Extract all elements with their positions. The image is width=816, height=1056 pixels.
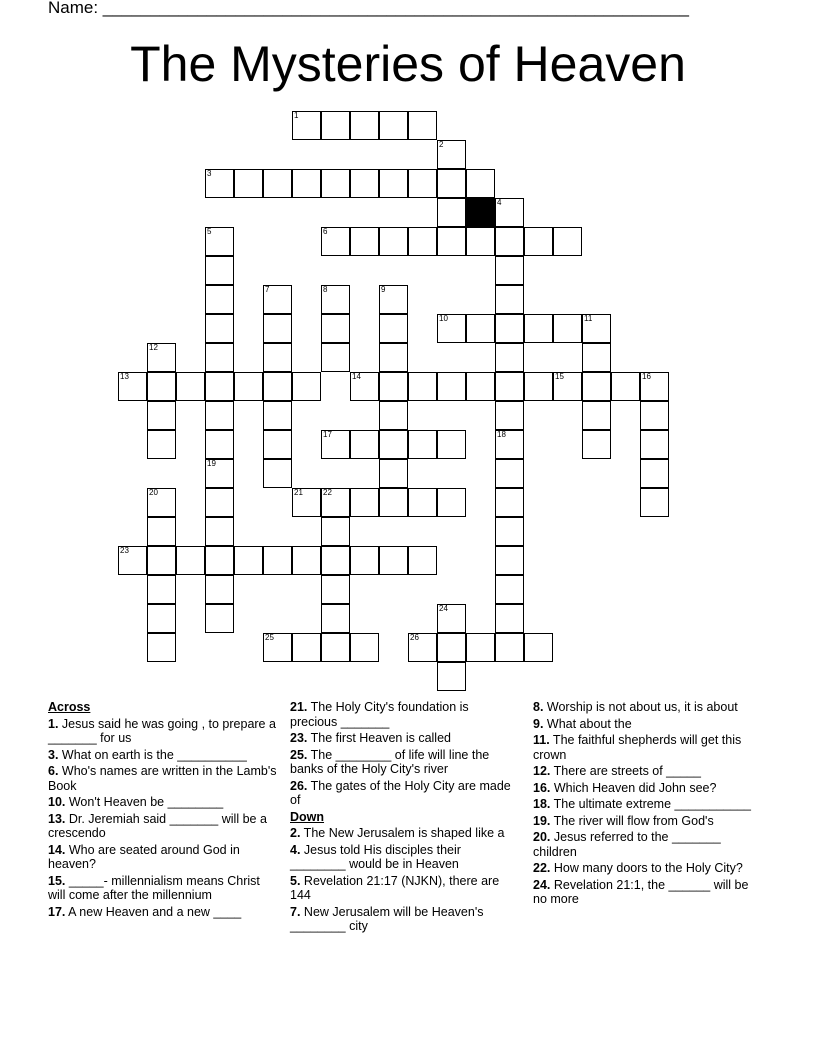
grid-cell[interactable]	[495, 314, 524, 343]
clue-text: The ________ of life will line the banks of the Holy City's river	[290, 747, 490, 776]
grid-cell[interactable]	[147, 633, 176, 662]
grid-cell[interactable]	[234, 546, 263, 575]
grid-cell-number: 15	[555, 372, 564, 381]
grid-cell[interactable]	[379, 314, 408, 343]
clue-text: The Holy City's foundation is precious _______	[290, 700, 469, 729]
grid-cell[interactable]	[263, 459, 292, 488]
grid-cell-number: 12	[149, 343, 158, 352]
grid-cell[interactable]	[350, 227, 379, 256]
grid-cell[interactable]	[495, 401, 524, 430]
clue-text: The river will flow from God's	[550, 813, 714, 828]
clue-item	[48, 795, 280, 810]
clue-number: 1.	[48, 716, 59, 731]
grid-cell[interactable]	[321, 111, 350, 140]
grid-cell[interactable]	[205, 343, 234, 372]
grid-cell[interactable]	[495, 430, 524, 459]
clue-number: 5.	[290, 873, 301, 888]
grid-cell[interactable]	[437, 169, 466, 198]
grid-cell[interactable]	[466, 227, 495, 256]
clue-item	[48, 874, 280, 903]
grid-cell[interactable]	[437, 488, 466, 517]
grid-cell[interactable]	[408, 169, 437, 198]
clue-number: 12.	[533, 764, 551, 778]
clue-number: 21.	[290, 700, 308, 714]
grid-cell-number: 16	[642, 372, 651, 381]
clue-text: What about the	[543, 716, 632, 731]
grid-cell[interactable]	[176, 546, 205, 575]
clue-number: 18.	[533, 797, 551, 811]
grid-cell[interactable]	[350, 430, 379, 459]
grid-cell[interactable]	[263, 372, 292, 401]
clue-item	[290, 700, 512, 729]
grid-cell[interactable]	[437, 314, 466, 343]
grid-cell[interactable]	[263, 314, 292, 343]
grid-cell[interactable]	[379, 169, 408, 198]
grid-cell[interactable]	[379, 546, 408, 575]
clues-column-3	[533, 700, 763, 909]
grid-cell[interactable]	[495, 517, 524, 546]
grid-cell[interactable]	[379, 430, 408, 459]
grid-cell[interactable]	[524, 314, 553, 343]
grid-cell-number: 5	[207, 227, 212, 236]
grid-cell[interactable]	[408, 372, 437, 401]
grid-cell[interactable]	[640, 488, 669, 517]
grid-cell[interactable]	[437, 662, 466, 691]
grid-cell[interactable]	[350, 488, 379, 517]
clue-text: What on earth is the __________	[58, 747, 247, 762]
grid-cell[interactable]	[640, 401, 669, 430]
grid-cell[interactable]	[205, 488, 234, 517]
grid-cell[interactable]	[292, 488, 321, 517]
grid-cell[interactable]	[205, 517, 234, 546]
grid-cell[interactable]	[118, 546, 147, 575]
clue-item	[533, 830, 763, 859]
clue-text: Jesus referred to the _______ children	[533, 830, 721, 859]
clue-number: 16.	[533, 780, 551, 795]
grid-cell[interactable]	[582, 343, 611, 372]
grid-cell[interactable]	[350, 372, 379, 401]
grid-cell[interactable]	[524, 227, 553, 256]
grid-cell[interactable]	[205, 372, 234, 401]
grid-cell[interactable]	[495, 575, 524, 604]
grid-cell[interactable]	[379, 401, 408, 430]
grid-cell[interactable]	[350, 111, 379, 140]
clues-column-2	[290, 700, 512, 936]
grid-cell[interactable]	[553, 227, 582, 256]
clue-item	[290, 874, 512, 903]
grid-cell-number: 18	[497, 430, 506, 439]
grid-cell-number: 2	[439, 140, 444, 149]
grid-cell[interactable]	[321, 227, 350, 256]
clue-text: Revelation 21:1, the ______ will be no more	[533, 877, 749, 906]
clue-number: 20.	[533, 830, 551, 844]
grid-cell[interactable]	[350, 546, 379, 575]
clue-item	[290, 748, 512, 777]
grid-cell[interactable]	[292, 633, 321, 662]
grid-cell[interactable]	[147, 575, 176, 604]
grid-cell[interactable]	[495, 227, 524, 256]
grid-cell[interactable]	[495, 285, 524, 314]
clue-number: 8.	[533, 700, 544, 714]
grid-cell[interactable]	[466, 314, 495, 343]
clue-item	[533, 781, 763, 796]
grid-cell[interactable]	[437, 604, 466, 633]
clue-text: Dr. Jeremiah said _______ will be a crescendo	[48, 811, 267, 840]
clue-item	[533, 717, 763, 732]
clue-number: 14.	[48, 842, 66, 857]
grid-cell[interactable]	[292, 546, 321, 575]
grid-cell[interactable]	[379, 111, 408, 140]
grid-cell[interactable]	[321, 575, 350, 604]
page-title: The Mysteries of Heaven	[130, 36, 686, 92]
grid-cell[interactable]	[379, 372, 408, 401]
down-heading: Down	[290, 809, 325, 824]
grid-cell[interactable]	[437, 633, 466, 662]
grid-cell[interactable]	[263, 401, 292, 430]
clue-number: 3.	[48, 747, 59, 762]
grid-cell[interactable]	[118, 372, 147, 401]
clue-number: 11.	[533, 733, 550, 747]
grid-cell[interactable]	[147, 372, 176, 401]
grid-cell[interactable]	[524, 633, 553, 662]
grid-cell[interactable]	[640, 372, 669, 401]
clue-item	[48, 748, 280, 763]
clue-number: 4.	[290, 842, 301, 857]
grid-cell[interactable]	[263, 633, 292, 662]
grid-cell[interactable]	[205, 604, 234, 633]
clue-number: 23.	[290, 731, 308, 745]
grid-cell[interactable]	[379, 227, 408, 256]
grid-cell-number: 13	[120, 372, 129, 381]
grid-cell[interactable]	[553, 314, 582, 343]
grid-cell[interactable]	[205, 546, 234, 575]
clue-text: The gates of the Holy City are made of	[290, 778, 511, 807]
clue-number: 26.	[290, 778, 308, 793]
grid-cell[interactable]	[437, 430, 466, 459]
grid-cell[interactable]	[147, 517, 176, 546]
clue-item	[290, 731, 512, 746]
grid-cell[interactable]	[176, 372, 205, 401]
grid-cell[interactable]	[408, 488, 437, 517]
name-field-label: Name: ______________________________________________________________	[48, 0, 689, 17]
grid-cell-number: 26	[410, 633, 419, 642]
clue-text: A new Heaven and a new ____	[65, 904, 242, 919]
clue-text: Who's names are written in the Lamb's Book	[48, 764, 277, 793]
grid-cell[interactable]	[205, 314, 234, 343]
clue-item	[290, 779, 512, 808]
clue-text: Worship is not about us, it is about	[543, 700, 738, 714]
clue-text: _____- millennialism means Christ will come after the millennium	[48, 873, 260, 902]
clue-number: 19.	[533, 813, 551, 828]
grid-cell[interactable]	[611, 372, 640, 401]
grid-cell[interactable]	[466, 372, 495, 401]
grid-cell[interactable]	[495, 372, 524, 401]
grid-cell[interactable]	[205, 459, 234, 488]
grid-cell[interactable]	[205, 575, 234, 604]
grid-cell[interactable]	[408, 633, 437, 662]
clue-item	[533, 797, 763, 812]
clue-number: 13.	[48, 811, 66, 826]
grid-cell[interactable]	[553, 372, 582, 401]
grid-cell[interactable]	[495, 343, 524, 372]
grid-cell[interactable]	[408, 546, 437, 575]
grid-cell-number: 21	[294, 488, 303, 497]
clue-item	[48, 812, 280, 841]
grid-cell[interactable]	[321, 604, 350, 633]
grid-cell[interactable]	[263, 546, 292, 575]
clue-item	[533, 861, 763, 876]
grid-cell[interactable]	[466, 169, 495, 198]
clue-number: 7.	[290, 904, 301, 919]
clue-text: The New Jerusalem is shaped like a	[300, 826, 505, 840]
clue-item	[533, 878, 763, 907]
grid-cell[interactable]	[234, 372, 263, 401]
grid-cell-number: 1	[294, 111, 299, 120]
clue-text: Jesus told His disciples their ________ would be in Heaven	[290, 842, 461, 871]
grid-cell[interactable]	[640, 430, 669, 459]
clue-text: The ultimate extreme ___________	[550, 797, 751, 811]
grid-cell[interactable]	[582, 314, 611, 343]
grid-cell[interactable]	[495, 198, 524, 227]
grid-cell-number: 9	[381, 285, 386, 294]
grid-cell[interactable]	[437, 198, 466, 227]
clue-number: 2.	[290, 826, 301, 840]
clue-text: Won't Heaven be ________	[65, 795, 224, 809]
grid-cell[interactable]	[350, 169, 379, 198]
clue-number: 24.	[533, 877, 551, 892]
grid-cell-number: 7	[265, 285, 270, 294]
grid-cell[interactable]	[205, 169, 234, 198]
grid-cell-number: 8	[323, 285, 328, 294]
grid-cell-number: 6	[323, 227, 328, 236]
grid-cell[interactable]	[292, 372, 321, 401]
clue-item	[533, 700, 763, 715]
grid-cell[interactable]	[495, 604, 524, 633]
grid-cell[interactable]	[321, 169, 350, 198]
grid-cell[interactable]	[524, 372, 553, 401]
clue-text: There are streets of _____	[550, 764, 701, 778]
grid-cell[interactable]	[205, 430, 234, 459]
grid-cell[interactable]	[379, 488, 408, 517]
grid-cell[interactable]	[205, 256, 234, 285]
clue-text: Who are seated around God in heaven?	[48, 842, 240, 871]
clue-item	[533, 764, 763, 779]
clue-number: 17.	[48, 904, 66, 919]
clue-item	[290, 826, 512, 841]
grid-cell-number: 14	[352, 372, 361, 381]
grid-cell[interactable]	[437, 227, 466, 256]
grid-cell[interactable]	[205, 285, 234, 314]
clue-text: The faithful shepherds will get this crown	[533, 733, 742, 762]
grid-cell-number: 10	[439, 314, 448, 323]
grid-cell-number: 19	[207, 459, 216, 468]
grid-cell[interactable]	[205, 227, 234, 256]
clue-number: 25.	[290, 747, 308, 762]
grid-cell[interactable]	[495, 633, 524, 662]
grid-cell[interactable]	[263, 343, 292, 372]
clue-text: New Jerusalem will be Heaven's ________ city	[290, 904, 484, 933]
grid-cell-number: 20	[149, 488, 158, 497]
clues-column-1	[48, 700, 280, 921]
grid-cell[interactable]	[147, 488, 176, 517]
grid-cell[interactable]	[321, 546, 350, 575]
clue-item	[290, 905, 512, 934]
grid-cell[interactable]	[582, 401, 611, 430]
grid-cell[interactable]	[147, 343, 176, 372]
grid-cell[interactable]	[321, 430, 350, 459]
grid-cell[interactable]	[640, 459, 669, 488]
grid-cell[interactable]	[582, 430, 611, 459]
clue-number: 22.	[533, 861, 551, 875]
grid-cell[interactable]	[292, 111, 321, 140]
grid-cell[interactable]	[234, 169, 263, 198]
grid-cell[interactable]	[263, 430, 292, 459]
clue-item	[290, 843, 512, 872]
grid-cell-number: 3	[207, 169, 212, 178]
grid-cell[interactable]	[466, 633, 495, 662]
grid-cell[interactable]	[408, 111, 437, 140]
grid-cell[interactable]	[292, 169, 321, 198]
grid-cell-number: 11	[584, 314, 593, 323]
grid-cell[interactable]	[147, 546, 176, 575]
grid-cell[interactable]	[263, 169, 292, 198]
clue-item	[533, 733, 763, 762]
clue-text: The first Heaven is called	[307, 731, 451, 745]
clue-item	[48, 905, 280, 920]
grid-block-cell	[466, 198, 495, 227]
grid-cell[interactable]	[263, 285, 292, 314]
grid-cell[interactable]	[205, 401, 234, 430]
clue-text: Revelation 21:17 (NJKN), there are 144	[290, 873, 500, 902]
grid-cell[interactable]	[379, 285, 408, 314]
clue-number: 15.	[48, 873, 66, 888]
grid-cell[interactable]	[321, 314, 350, 343]
grid-cell[interactable]	[408, 227, 437, 256]
grid-cell-number: 25	[265, 633, 274, 642]
clue-item	[48, 843, 280, 872]
clue-item	[48, 764, 280, 793]
clue-number: 6.	[48, 764, 59, 778]
grid-cell[interactable]	[495, 546, 524, 575]
grid-cell[interactable]	[321, 517, 350, 546]
grid-cell[interactable]	[147, 604, 176, 633]
grid-cell[interactable]	[495, 488, 524, 517]
grid-cell-number: 4	[497, 198, 502, 207]
grid-cell[interactable]	[495, 256, 524, 285]
grid-cell[interactable]	[495, 459, 524, 488]
clue-text: Which Heaven did John see?	[550, 780, 717, 795]
grid-cell[interactable]	[321, 285, 350, 314]
grid-cell[interactable]	[437, 140, 466, 169]
grid-cell[interactable]	[379, 343, 408, 372]
grid-cell[interactable]	[147, 430, 176, 459]
grid-cell[interactable]	[582, 372, 611, 401]
across-heading: Across	[48, 700, 91, 714]
grid-cell-number: 17	[323, 430, 332, 439]
grid-cell[interactable]	[321, 488, 350, 517]
grid-cell-number: 23	[120, 546, 129, 555]
grid-cell[interactable]	[321, 633, 350, 662]
clue-number: 9.	[533, 716, 544, 731]
clue-text: How many doors to the Holy City?	[550, 861, 743, 875]
grid-cell[interactable]	[408, 430, 437, 459]
grid-cell-number: 24	[439, 604, 448, 613]
grid-cell[interactable]	[321, 343, 350, 372]
grid-cell[interactable]	[437, 372, 466, 401]
clue-number: 10.	[48, 795, 66, 809]
clue-text: Jesus said he was going , to prepare a _______ for us	[48, 716, 276, 745]
grid-cell[interactable]	[379, 459, 408, 488]
grid-cell[interactable]	[147, 401, 176, 430]
clue-item	[48, 717, 280, 746]
grid-cell-number: 22	[323, 488, 332, 497]
clue-item	[533, 814, 763, 829]
grid-cell[interactable]	[350, 633, 379, 662]
